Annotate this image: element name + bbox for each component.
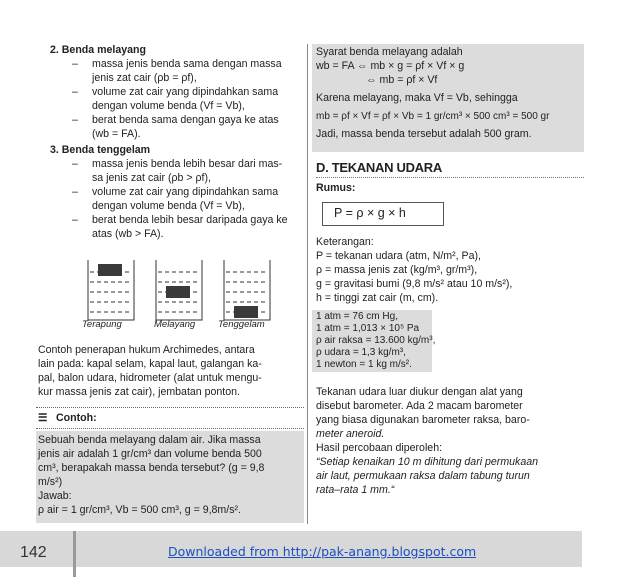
const-line2: 1 atm = 1,013 × 10⁵ Pa (316, 323, 420, 334)
section-title: D. TEKANAN UDARA (316, 160, 442, 175)
solution-line3: ⇔ mb = ρf × Vf (366, 74, 438, 86)
example-line5: Jawab: (38, 490, 72, 502)
paragraph-line3: yang biasa digunakan barometer raksa, baro- (316, 414, 530, 426)
rumus-label: Rumus: (316, 182, 356, 194)
solution-line5: mb = ρf × Vf = ρf × Vb = 1 gr/cm³ × 500 cm³ = 500 gr (316, 111, 550, 122)
dash: – (72, 186, 78, 198)
example-line1: Sebuah benda melayang dalam air. Jika massa (38, 434, 261, 446)
solution-line6: Jadi, massa benda tersebut adalah 500 gram. (316, 128, 532, 140)
book-icon: ☰ (38, 412, 48, 424)
floating-block (98, 264, 122, 276)
dash: – (72, 114, 78, 126)
ket-line1: P = tekanan udara (atm, N/m², Pa), (316, 250, 481, 262)
example-line6: ρ air = 1 gr/cm³, Vb = 500 cm³, g = 9,8m/s². (38, 504, 241, 516)
dash: – (72, 86, 78, 98)
item2-bullet3a: berat benda sama dengan gaya ke atas (92, 114, 279, 126)
item3-bullet2a: volume zat cair yang dipindahkan sama (92, 186, 279, 198)
footer-divider (73, 531, 76, 577)
ket-line3: g = gravitasi bumi (9,8 m/s² atau 10 m/s²), (316, 278, 513, 290)
ket-line4: h = tinggi zat cair (m, cm). (316, 292, 439, 304)
example-line3: cm³, berapakah massa benda tersebut? (g = 9,8 (38, 462, 265, 474)
para-line3: pal, balon udara, hidrometer (alat untuk mengu- (38, 372, 262, 384)
item2-bullet2a: volume zat cair yang dipindahkan sama (92, 86, 279, 98)
item2-bullet3b: (wb = FA). (92, 128, 141, 140)
label-terapung: Terapung (82, 319, 122, 330)
dash: – (72, 58, 78, 70)
dash: – (72, 214, 78, 226)
item3-bullet1b: sa jenis zat cair (ρb > ρf), (92, 172, 211, 184)
label-melayang: Melayang (154, 319, 196, 330)
example-line2: jenis air adalah 1 gr/cm³ dan volume benda 500 (38, 448, 262, 460)
item3-bullet3a: berat benda lebih besar daripada gaya ke (92, 214, 288, 226)
para-line2: lain pada: kapal selam, kapal laut, galangan ka- (38, 358, 262, 370)
download-link[interactable]: Downloaded from http://pak-anang.blogspot.com (168, 544, 477, 559)
dash: – (72, 158, 78, 170)
solution-line1: Syarat benda melayang adalah (316, 46, 463, 58)
para-line1: Contoh penerapan hukum Archimedes, antara (38, 344, 255, 356)
item2-bullet1a: massa jenis benda sama dengan massa (92, 58, 282, 70)
item2-bullet2b: dengan volume benda (Vf = Vb), (92, 100, 245, 112)
const-line4: ρ udara = 1,3 kg/m³, (316, 347, 406, 358)
page-number: 142 (20, 544, 47, 561)
const-line3: ρ air raksa = 13.600 kg/m³, (316, 335, 436, 346)
paragraph-line1: Tekanan udara luar diukur dengan alat yang (316, 386, 523, 398)
item2-bullet1b: jenis zat cair (ρb = ρf), (92, 72, 197, 84)
solution-line2: wb = FA ⇔ mb × g = ρf × Vf × g (316, 60, 465, 72)
paragraph-line7: air laut, permukaan raksa dalam tabung turun (316, 470, 530, 482)
contoh-label: Contoh: (56, 412, 97, 424)
ket-line2: ρ = massa jenis zat (kg/m³, gr/m³), (316, 264, 478, 276)
sunk-block (234, 306, 258, 318)
paragraph-line6: “Setiap kenaikan 10 m dihitung dari permukaan (316, 456, 539, 468)
keterangan-label: Keterangan: (316, 236, 374, 248)
column-divider (307, 44, 308, 524)
const-line1: 1 atm = 76 cm Hg, (316, 311, 398, 322)
item3-bullet2b: dengan volume benda (Vf = Vb), (92, 200, 245, 212)
item3-bullet1a: massa jenis benda lebih besar dari mas- (92, 158, 283, 170)
label-tenggelam: Tenggelam (218, 319, 265, 330)
paragraph-line4: meter aneroid. (316, 428, 385, 440)
paragraph-line5: Hasil percobaan diperoleh: (316, 442, 443, 454)
item3-bullet3b: atas (wb > FA). (92, 228, 164, 240)
const-line5: 1 newton = 1 kg m/s². (316, 359, 412, 370)
item3-title: 3. Benda tenggelam (50, 144, 151, 156)
formula: P = ρ × g × h (334, 206, 406, 220)
item2-title: 2. Benda melayang (50, 44, 146, 56)
solution-line4: Karena melayang, maka Vf = Vb, sehingga (316, 92, 518, 104)
example-line4: m/s²) (38, 476, 63, 488)
suspended-block (166, 286, 190, 298)
para-line4: kur massa jenis zat cair), jembatan ponton. (38, 386, 240, 398)
paragraph-line2: disebut barometer. Ada 2 macam barometer (316, 400, 523, 412)
paragraph-line8: rata–rata 1 mm.“ (316, 484, 395, 496)
